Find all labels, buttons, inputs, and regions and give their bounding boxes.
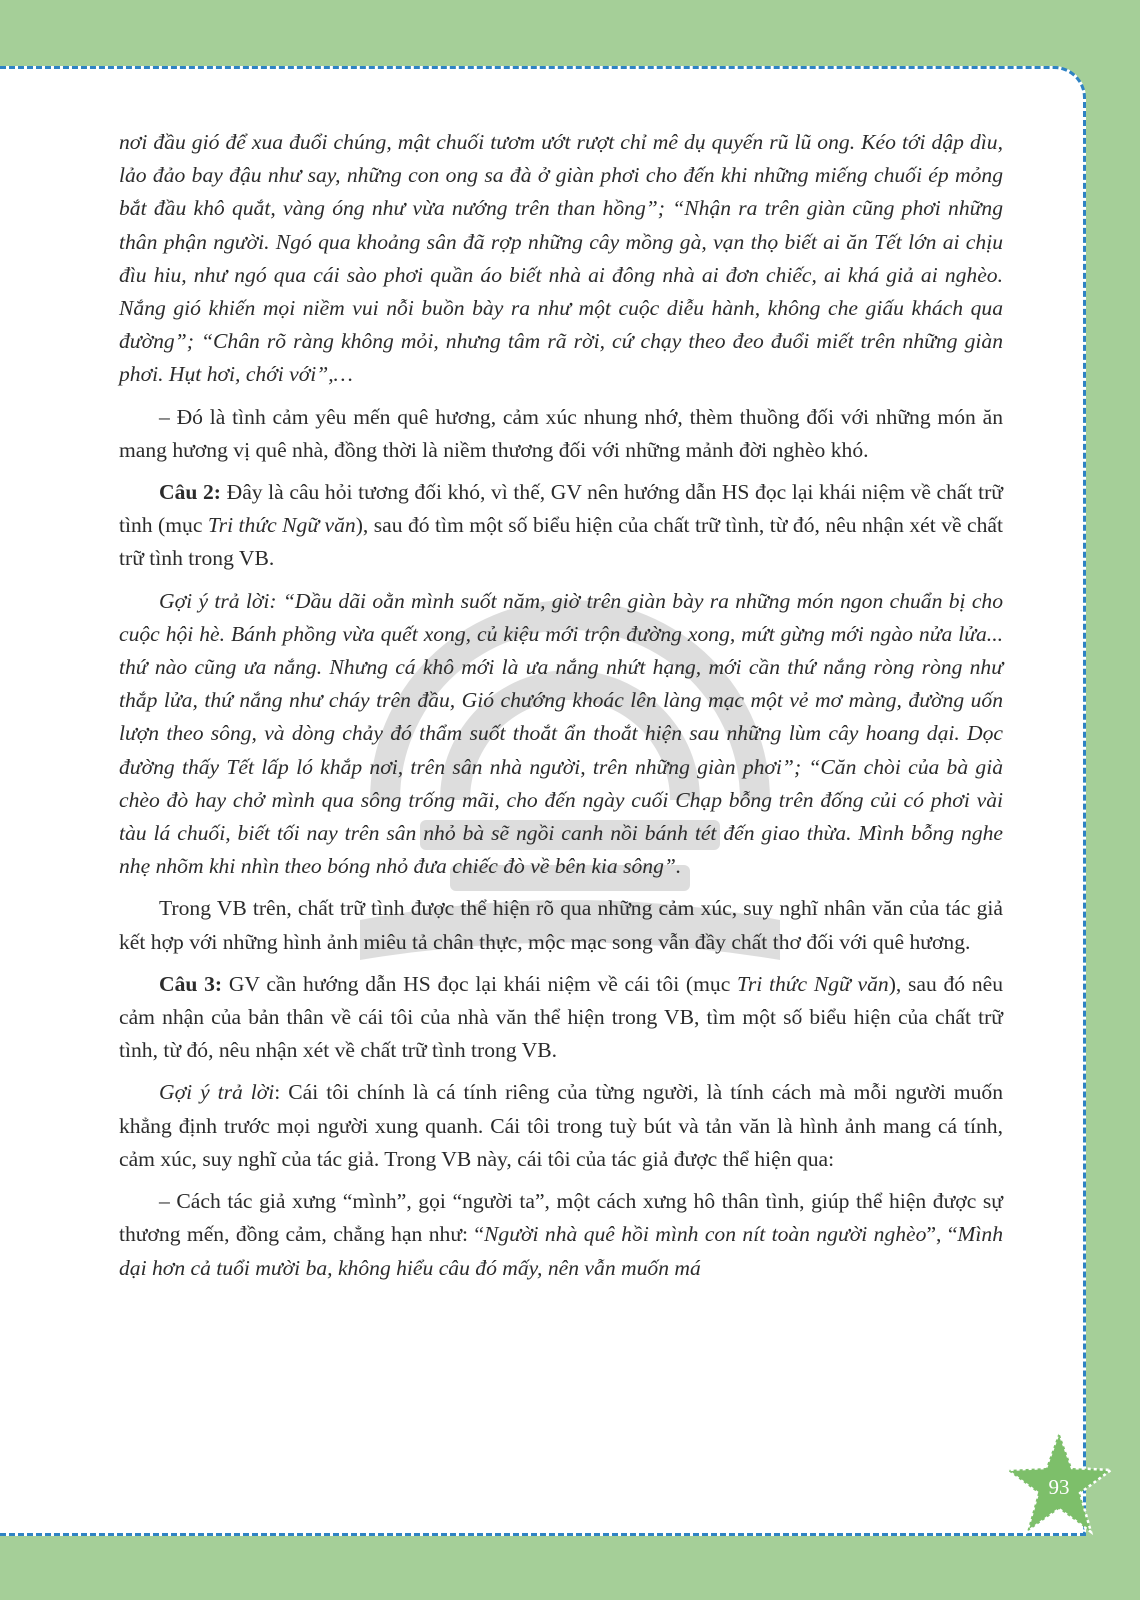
answer-hint-3-text: : Cái tôi chính là cá tính riêng của từng người, là tính cách mà mỗi người muốn khẳng định trước mọi người xung quanh. Cái tôi trong tuỳ bút và tản văn là hình ảnh mang cá tính, cảm xúc, suy nghĩ của tác giả. Trong VB này, cái tôi của tác giả được thể hiện qua: — [119, 1080, 1003, 1171]
answer-hint-3-paragraph — [119, 1076, 1003, 1176]
question-2-paragraph — [119, 476, 1003, 576]
paragraph-feeling: – Đó là tình cảm yêu mến quê hương, cảm xúc nhung nhớ, thèm thuồng đối với những món ăn mang hương vị quê nhà, đồng thời là niềm thương đối với những mảnh đời nghèo khó. — [119, 404, 1003, 462]
quote-paragraph-continued: nơi đầu gió để xua đuổi chúng, mật chuối tươm ướt rượt chỉ mê dụ quyến rũ lũ ong. Kéo tới dập dìu, lảo đảo bay đậu như say, những con ong sa đà ở giàn phơi cho đến khi những miếng chuối ép mỏng bắt đầu khô quắt, vàng óng như vừa nướng trên than hồng”; “Nhận ra trên giàn cũng phơi những thân phận người. Ngó qua khoảng sân đã rợp những cây mồng gà, vạn thọ biết ai ăn Tết lớn ai chịu đìu hiu, như ngó qua cái sào phơi quần áo biết nhà ai đông nhà ai đơn chiếc, ai khá giả ai nghèo. Nắng gió khiến mọi niềm vui nỗi buồn bày ra như một cuộc diễu hành, không che giấu khách qua đường”; “Chân rõ ràng không mỏi, nhưng tâm rã rời, cứ chạy theo đeo đuổi miết trên những giàn phơi. Hụt hơi, chới với”,… — [119, 130, 1003, 387]
question-2-text-a: Đây là câu hỏi tương đối khó, vì thế, GV nên hướng dẫn HS đọc lại khái niệm về chất trữ tình (mục — [119, 480, 1003, 538]
self-expression-text-b: ”, “ — [926, 1222, 958, 1247]
self-expression-text-a: – Cách tác giả xưng “mình”, gọi “người ta”, một cách xưng hô thân tình, giúp thể hiện được sự thương mến, đồng cảm, chẳng hạn như: “ — [119, 1189, 1003, 1247]
lyricism-conclusion-paragraph: Trong VB trên, chất trữ tình được thể hiện rõ qua những cảm xúc, suy nghĩ nhân văn của tác giả kết hợp với những hình ảnh miêu tả chân thực, mộc mạc song vẫn đầy chất thơ đối với quê hương. — [119, 896, 1003, 954]
self-expression-paragraph — [119, 1185, 1003, 1285]
self-expression-quote-1: Người nhà quê hồi mình con nít toàn người nghèo — [484, 1222, 927, 1247]
page-text — [119, 126, 1003, 1294]
question-3-paragraph — [119, 968, 1003, 1068]
question-3-ref: Tri thức Ngữ văn — [737, 971, 889, 996]
answer-hint-2-paragraph: Gợi ý trả lời: “Dầu dãi oằn mình suốt năm, giờ trên giàn bày ra những món ngon chuẩn bị cho cuộc hội hè. Bánh phồng vừa quết xong, củ kiệu mới trộn đường xong, mứt gừng mới ngào nửa lửa... thứ nào cũng ưa nắng. Nhưng cá khô mới là ưa nắng nhứt hạng, mới cần thứ nắng ròng ròng như thắp lửa, thứ nắng như cháy trên đầu, Gió chướng khoác lên làng mạc một vẻ mơ màng, đường uốn lượn theo sông, và dòng chảy đó thẩm suốt thoắt ẩn thoắt hiện sau những lùm cây hoang dại. Dọc đường thấy Tết lấp ló khắp nơi, trên sân nhà người, trên những giàn phơi”; “Căn chòi của bà già chèo đò hay chở mình qua sông trống mãi, cho đến ngày cuối Chạp bỗng trên đống củi có phơi vài tàu lá chuối, biết tối nay trên sân nhỏ bà sẽ ngồi canh nồi bánh tét đến giao thừa. Mình bỗng nghe nhẹ nhõm khi nhìn theo bóng nhỏ đưa chiếc đò về bên kia sông”. — [119, 588, 1003, 879]
question-2-ref: Tri thức Ngữ văn — [207, 513, 356, 538]
page-number: 93 — [1048, 1474, 1070, 1499]
self-expression-quote-2: Mình dại hơn cả tuổi mười ba, không hiểu câu đó mấy, nên vẫn muốn má — [119, 1222, 1003, 1280]
question-2-label: Câu 2: — [159, 480, 221, 505]
question-2-text-b: ), sau đó tìm một số biểu hiện của chất trữ tình, từ đó, nêu nhận xét về chất trữ tình trong VB. — [119, 513, 1004, 571]
question-3-text-a: GV cần hướng dẫn HS đọc lại khái niệm về cái tôi (mục — [222, 971, 738, 996]
answer-hint-label: Gợi ý trả lời — [159, 1080, 275, 1105]
question-3-label: Câu 3: — [159, 971, 223, 996]
question-3-text-b: ), sau đó nêu cảm nhận của bản thân về cái tôi của nhà văn thể hiện trong VB, tìm một số biểu hiện của chất trữ tình, từ đó, nêu nhận xét về chất trữ tình trong VB. — [119, 971, 1003, 1063]
